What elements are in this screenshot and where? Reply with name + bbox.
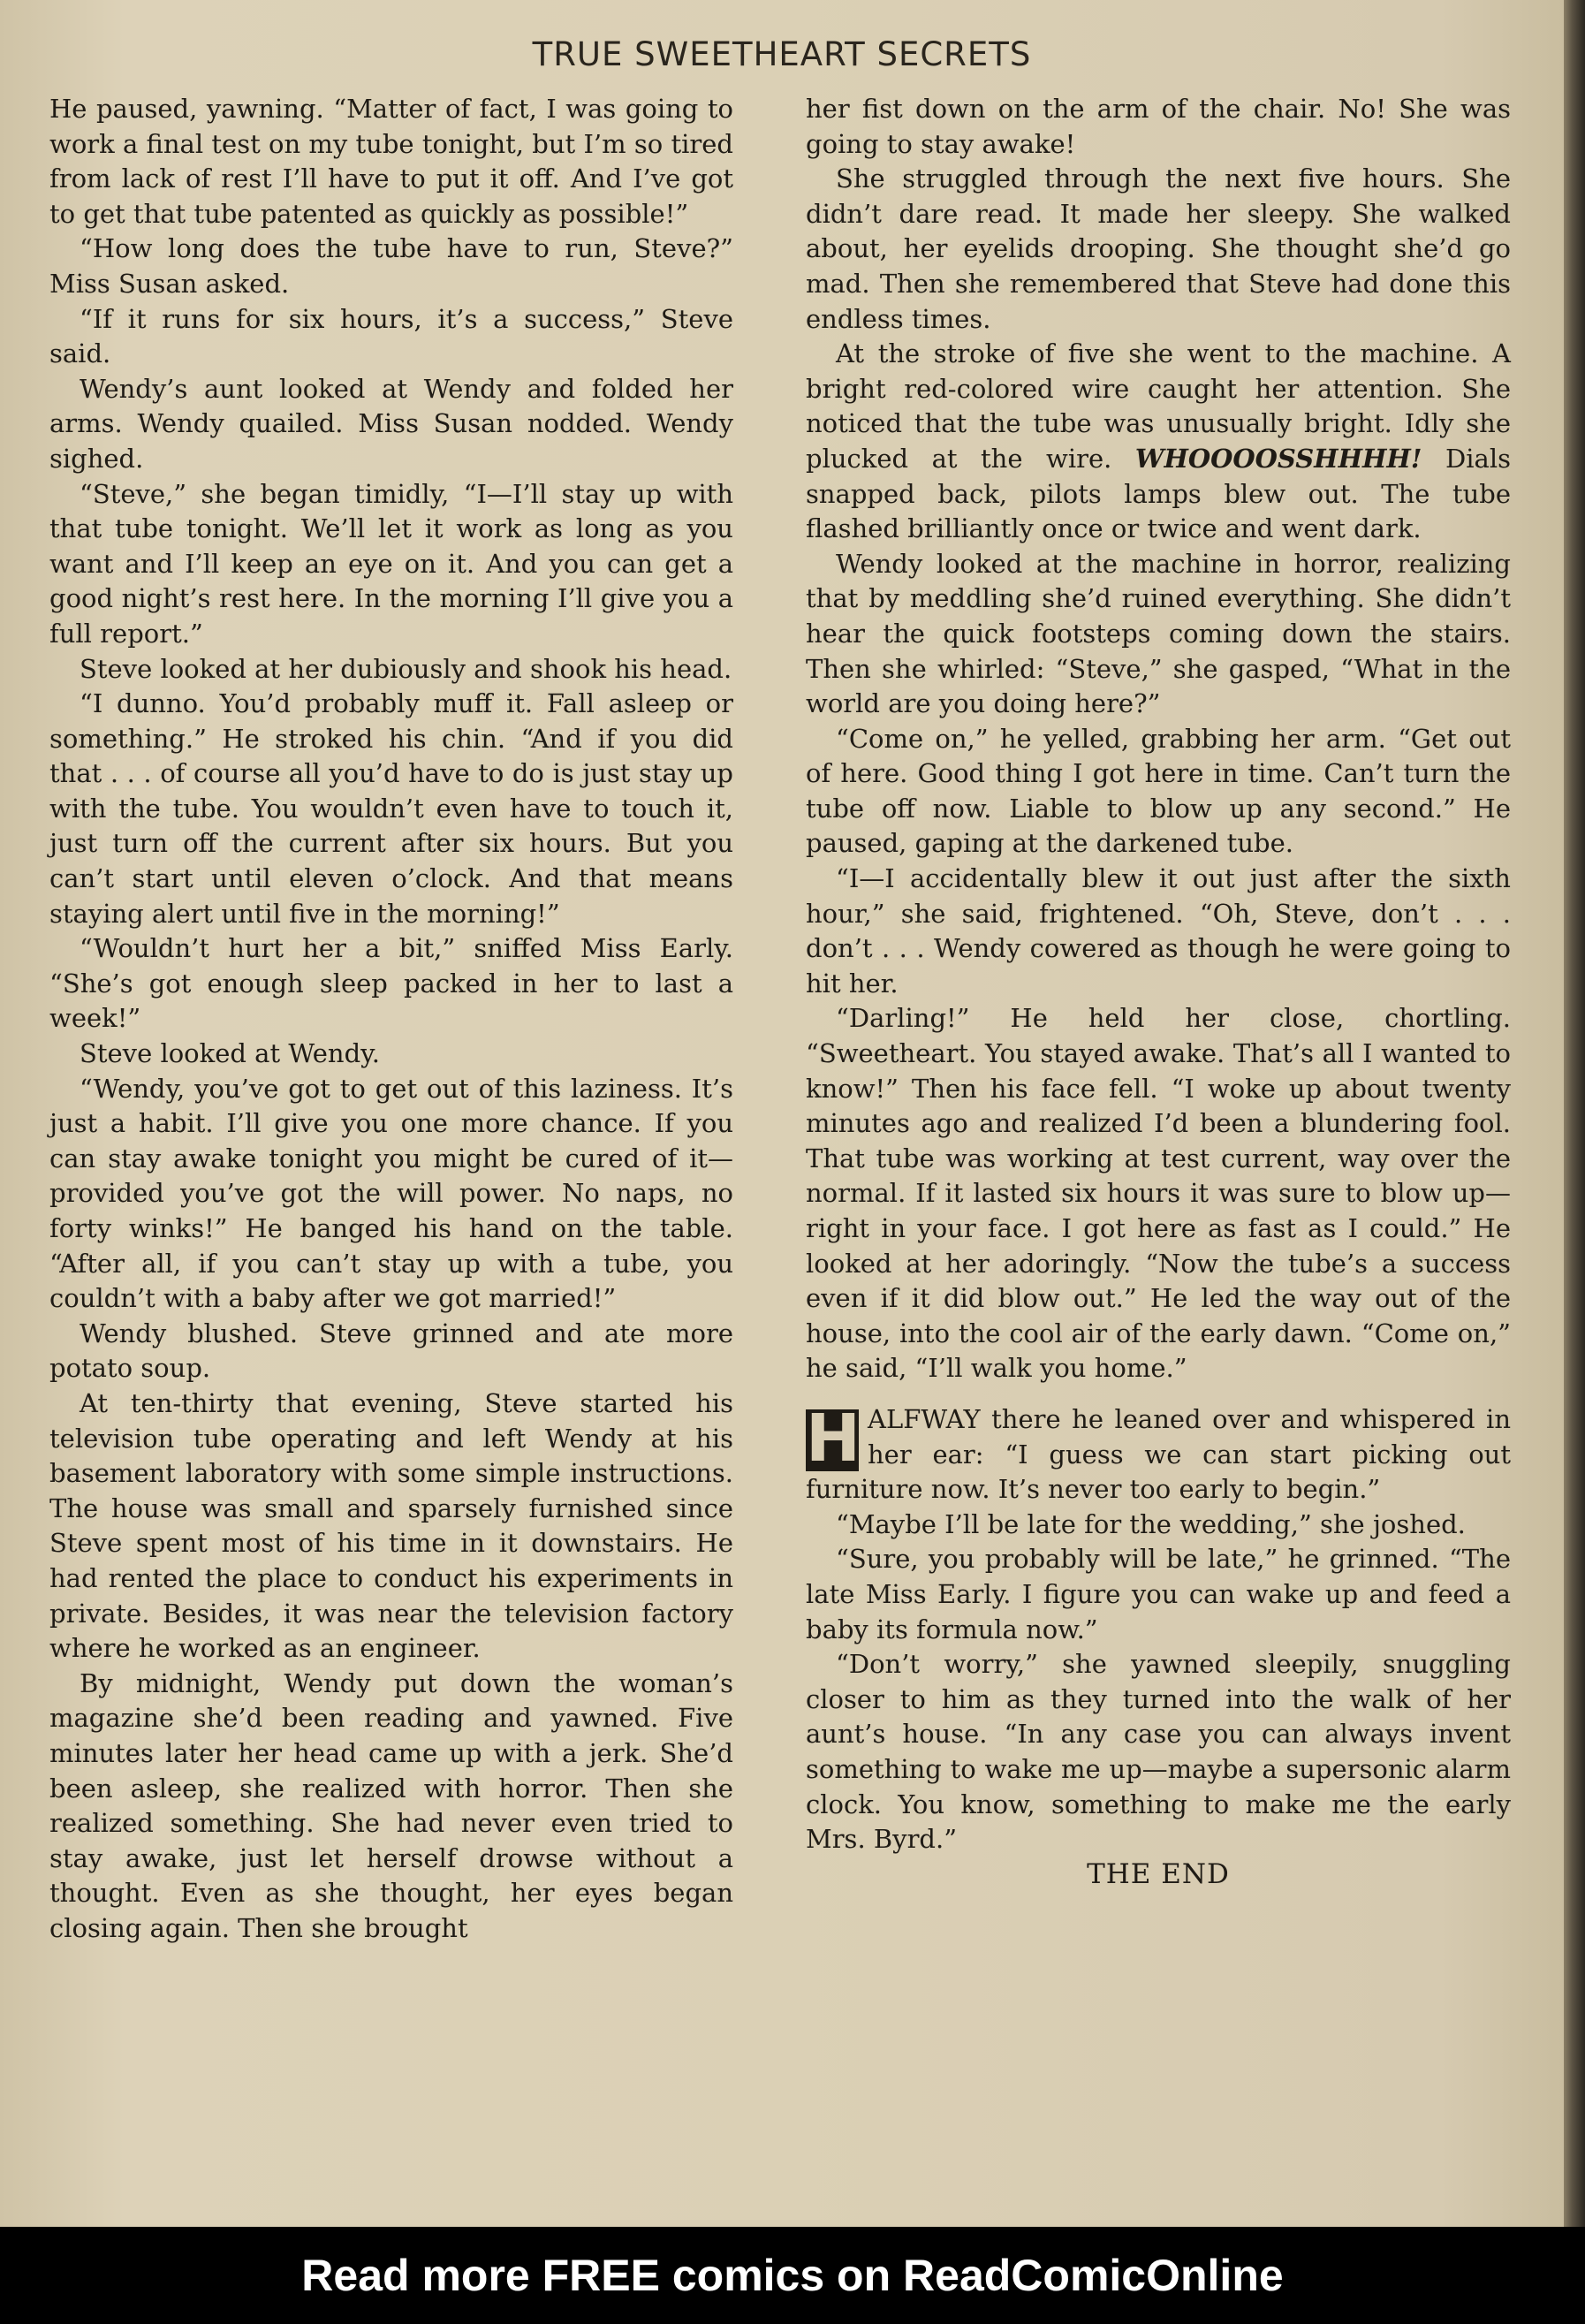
left-text-column <box>49 92 733 1946</box>
paragraph: “Darling!” He held her close, chortling. “Sweetheart. You stayed awake. That’s all I wanted to know!” Then his face fell. “I woke up about twenty minutes ago and realized I’d been a blundering fool. That tube was working at test current, way over the normal. If it lasted six hours it was sure to blow up—right in your face. I got here as fast as I could.” He looked at her adoringly. “Now the tube’s a success even if it did blow out.” He led the way out of the house, into the cool air of the early dawn. “Come on,” he said, “I’ll walk you home.” <box>806 1003 1511 1384</box>
paragraph: Wendy looked at the machine in horror, realizing that by meddling she’d ruined everything. She didn’t hear the quick footsteps coming down the stairs. Then she whirled: “Steve,” she gasped, “What in the world are you doing here?” <box>806 548 1511 719</box>
right-text-column <box>806 92 1511 1892</box>
paragraph: “Wouldn’t hurt her a bit,” sniffed Miss Early. “She’s got enough sleep packed in her to last a week!” <box>49 933 733 1034</box>
paragraph: She struggled through the next five hours. She didn’t dare read. It made her sleepy. She walked about, her eyelids drooping. She thought she’d go mad. Then she remembered that Steve had done this endless times. <box>806 163 1511 334</box>
paragraph-text: At the stroke of five she went to the machine. A bright red-colored wire caught her attention. She noticed that the tube was unusually bright. Idly she plucked at the wire. <box>806 338 1511 474</box>
page-edge-shadow <box>1564 0 1585 2227</box>
sound-effect: WHOOOOSSHHHH! <box>1134 443 1422 474</box>
paragraph: “Sure, you probably will be late,” he grinned. “The late Miss Early. I figure you can wake up and feed a baby its formula now.” <box>806 1544 1511 1644</box>
paragraph-text: ALFWAY there he leaned over and whispered in her ear: “I guess we can start picking out furniture now. It’s never too early to begin.” <box>806 1403 1511 1505</box>
dropcap-paragraph <box>806 1402 1511 1508</box>
paragraph: her fist down on the arm of the chair. No! She was going to stay awake! <box>806 94 1511 159</box>
paragraph: “I dunno. You’d probably muff it. Fall asleep or something.” He stroked his chin. “And if you did that . . . of course all you’d have to do is just stay up with the tube. You wouldn’t even have to touch it, just turn off the current after six hours. But you can’t start until eleven o’clock. And that means staying alert until five in the morning!” <box>49 688 733 929</box>
paragraph: “Wendy, you’ve got to get out of this laziness. It’s just a habit. I’ll give you one more chance. If you can stay awake tonight you might be cured of it—provided you’ve got the will power. No naps, no forty winks!” He banged his hand on the table. “After all, if you can’t stay up with a tube, you couldn’t with a baby after we got married!” <box>49 1073 733 1314</box>
paragraph: Wendy blushed. Steve grinned and ate more potato soup. <box>49 1318 733 1384</box>
paragraph: “I—I accidentally blew it out just after the sixth hour,” she said, frightened. “Oh, Steve, don’t . . . don’t . . . Wendy cowered as though he were going to hit her. <box>806 863 1511 999</box>
paragraph <box>806 337 1511 547</box>
running-header: TRUE SWEETHEART SECRETS <box>532 35 1032 73</box>
paragraph: “Steve,” she began timidly, “I—I’ll stay up with that tube tonight. We’ll let it work as long as you want and I’ll keep an eye on it. And you can get a good night’s rest here. In the morning I’ll give you a full report.” <box>49 478 733 649</box>
paragraph: “Come on,” he yelled, grabbing her arm. “Get out of here. Good thing I got here in time. Can’t turn the tube off now. Liable to blow up any second.” He paused, gaping at the darkened tube. <box>806 723 1511 859</box>
paragraph: Steve looked at Wendy. <box>80 1038 380 1069</box>
paragraph: He paused, yawning. “Matter of fact, I was going to work a final test on my tube tonight, but I’m so tired from lack of rest I’ll have to put it off. And I’ve got to get that tube patented as quickly as possible!” <box>49 94 733 229</box>
paragraph: “If it runs for six hours, it’s a success,” Steve said. <box>49 303 733 369</box>
paragraph: “How long does the tube have to run, Steve?” Miss Susan asked. <box>49 233 733 299</box>
paragraph: “Maybe I’ll be late for the wedding,” she joshed. <box>836 1508 1466 1539</box>
the-end-label: THE END <box>1087 1857 1230 1890</box>
drop-cap-letter: H <box>806 1400 861 1477</box>
paragraph: At ten-thirty that evening, Steve started his television tube operating and left Wendy at his basement laboratory with some simple instructions. The house was small and sparsely furnished since Steve spent most of his time in it downstairs. He had rented the place to conduct his experiments in private. Besides, it was near the television factory where he worked as an engineer. <box>49 1387 733 1664</box>
paragraph: Wendy’s aunt looked at Wendy and folded her arms. Wendy quailed. Miss Susan nodded. Wendy sighed. <box>49 373 733 474</box>
paragraph: “Don’t worry,” she yawned sleepily, snuggling closer to him as they turned into the walk of her aunt’s house. “In any case you can always invent something to wake me up—maybe a supersonic alarm clock. You know, something to make me the early Mrs. Byrd.” <box>806 1649 1511 1855</box>
promo-footer-banner[interactable]: Read more FREE comics on ReadComicOnline <box>0 2227 1585 2324</box>
paragraph: Steve looked at her dubiously and shook his head. <box>80 653 732 684</box>
paragraph: By midnight, Wendy put down the woman’s magazine she’d been reading and yawned. Five minutes later her head came up with a jerk. She’d been asleep, she realized with horror. Then she realized something. She had never even tried to stay awake, just let herself drowse without a thought. Even as she thought, her eyes began closing again. Then she brought <box>49 1667 733 1943</box>
paragraph-text: Dials snapped back, pilots lamps blew out. The tube flashed brilliantly once or twice and went dark. <box>806 443 1511 544</box>
